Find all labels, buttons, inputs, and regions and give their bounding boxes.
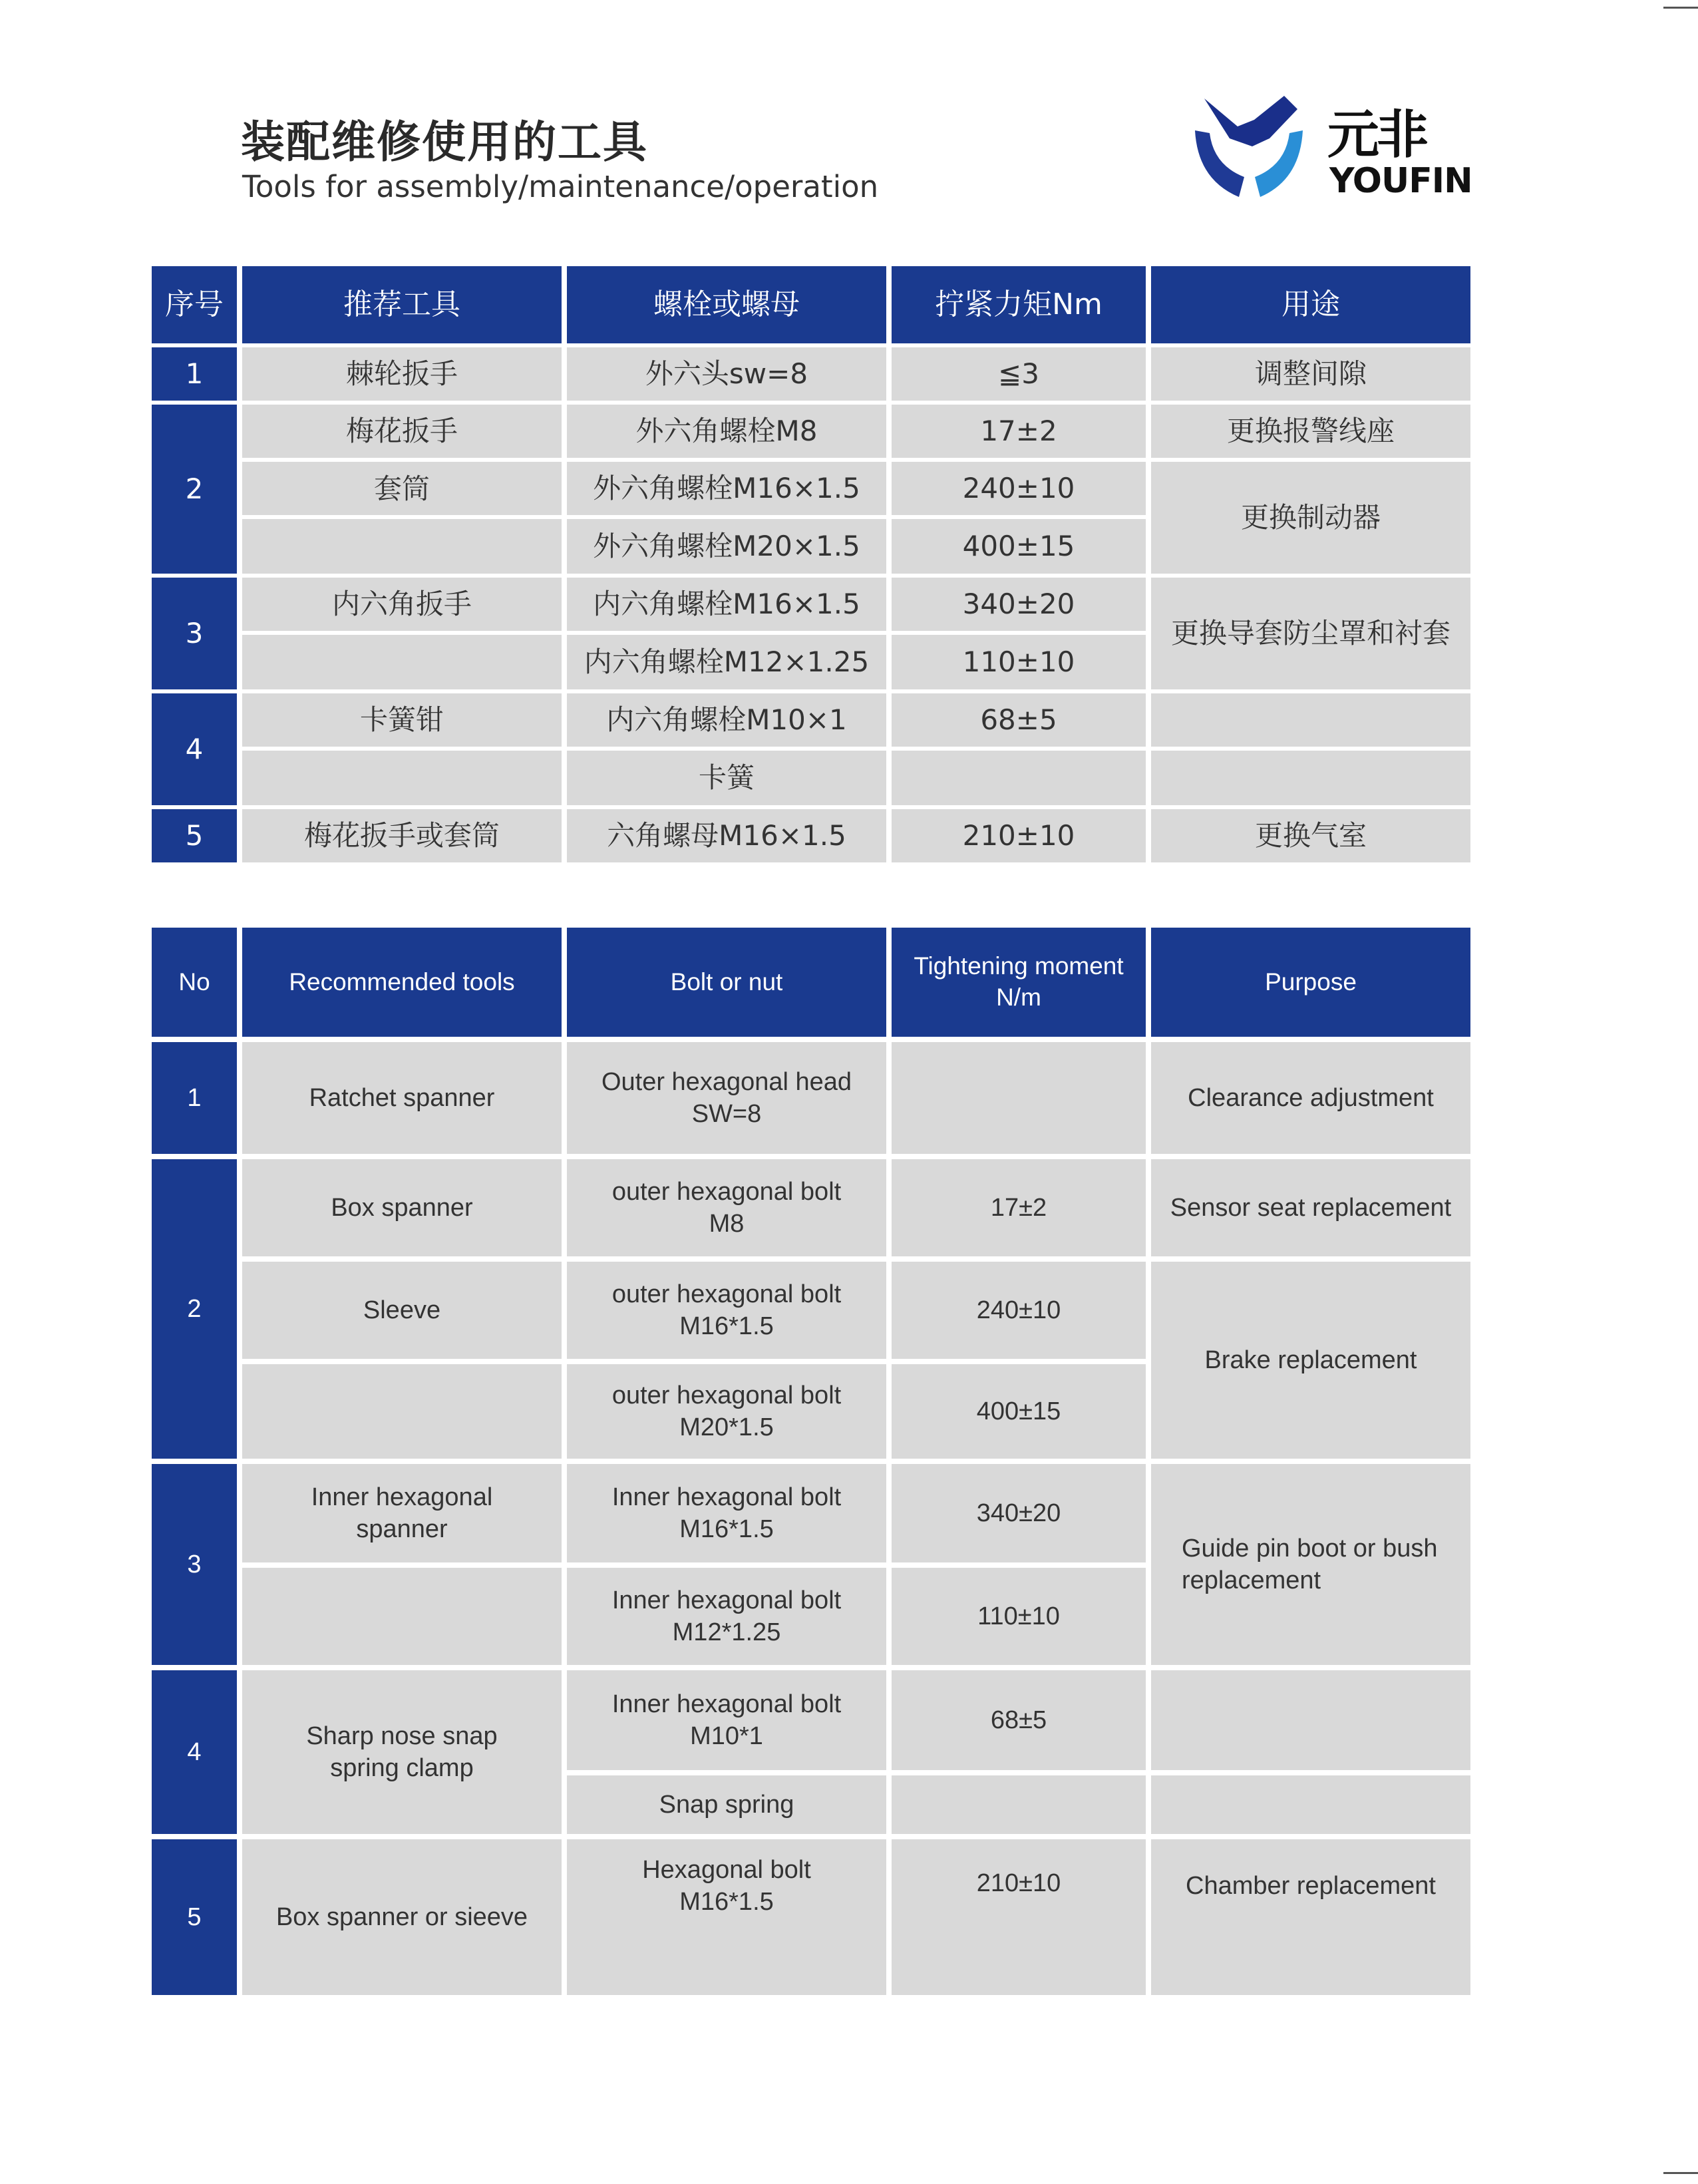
header-cell: No [152,928,237,1037]
tool-cell: 棘轮扳手 [242,347,562,401]
purpose-cell [1151,1670,1470,1770]
torque-cell: 210±10 [892,809,1146,862]
purpose-cell: Guide pin boot or bush replacement [1151,1464,1470,1665]
torque-cell [892,1042,1146,1154]
tool-cell: 梅花扳手或套筒 [242,809,562,862]
bolt-cell: 内六角螺栓M10×1 [567,693,886,747]
bolt-cell: Snap spring [567,1775,886,1834]
bolt-cell: outer hexagonal bolt M20*1.5 [567,1364,886,1459]
tool-cell: Box spanner or sieeve [242,1839,562,1995]
bolt-cell: 外六角螺栓M16×1.5 [567,462,886,515]
header-cell: Recommended tools [242,928,562,1037]
page-edge-mark [1663,2172,1698,2174]
bolt-cell: 外六角螺栓M8 [567,405,886,458]
page-title-cn: 装配维修使用的工具 [241,116,648,168]
torque-cell [892,1775,1146,1834]
row-number: 5 [152,809,237,862]
torque-cell [892,751,1146,805]
bolt-cell: outer hexagonal bolt M16*1.5 [567,1262,886,1359]
row-number: 2 [152,1159,237,1459]
torque-cell: 68±5 [892,693,1146,747]
torque-cell: 400±15 [892,1364,1146,1459]
torque-cell: 110±10 [892,635,1146,689]
torque-cell: 340±20 [892,1464,1146,1562]
bolt-cell: Inner hexagonal bolt M10*1 [567,1670,886,1770]
row-number: 5 [152,1839,237,1995]
header-cell: Purpose [1151,928,1470,1037]
youfin-logo-mark-icon [1191,92,1311,205]
tool-cell: 套筒 [242,462,562,515]
tool-cell: Sharp nose snap spring clamp [242,1670,562,1834]
purpose-cell [1151,1775,1470,1834]
header-cell: 推荐工具 [242,266,562,343]
tool-cell: Ratchet spanner [242,1042,562,1154]
header-cell: 拧紧力矩Nm [892,266,1146,343]
tool-cell: 内六角扳手 [242,578,562,631]
torque-cell: ≦3 [892,347,1146,401]
bolt-cell: 内六角螺栓M16×1.5 [567,578,886,631]
logo-text-cn: 元非 [1327,105,1427,165]
purpose-cell: Sensor seat replacement [1151,1159,1470,1256]
bolt-cell: 外六角螺栓M20×1.5 [567,519,886,574]
torque-cell: 68±5 [892,1670,1146,1770]
header-cell: 用途 [1151,266,1470,343]
bolt-cell: 六角螺母M16×1.5 [567,809,886,862]
purpose-cell [1151,693,1470,747]
bolt-cell: 卡簧 [567,751,886,805]
tool-cell: 梅花扳手 [242,405,562,458]
torque-cell: 240±10 [892,1262,1146,1359]
tool-cell: Sleeve [242,1262,562,1359]
page-edge-mark [1663,7,1698,9]
purpose-cell: Chamber replacement [1151,1839,1470,1995]
bolt-cell: Outer hexagonal head SW=8 [567,1042,886,1154]
header-cell: Bolt or nut [567,928,886,1037]
purpose-cell: 更换气室 [1151,809,1470,862]
page-title-en: Tools for assembly/maintenance/operation [242,169,879,204]
purpose-cell: 更换制动器 [1151,462,1470,574]
purpose-cell: 更换导套防尘罩和衬套 [1151,578,1470,689]
tool-cell [242,1364,562,1459]
purpose-cell [1151,751,1470,805]
row-number: 4 [152,693,237,805]
row-number: 4 [152,1670,237,1834]
header-cell: 螺栓或螺母 [567,266,886,343]
tool-cell [242,1568,562,1665]
row-number: 1 [152,1042,237,1154]
bolt-cell: Inner hexagonal bolt M12*1.25 [567,1568,886,1665]
purpose-cell: Clearance adjustment [1151,1042,1470,1154]
tool-cell: Box spanner [242,1159,562,1256]
row-number: 3 [152,1464,237,1665]
tool-cell: Inner hexagonal spanner [242,1464,562,1562]
torque-cell: 240±10 [892,462,1146,515]
torque-cell: 17±2 [892,1159,1146,1256]
torque-cell: 400±15 [892,519,1146,574]
tool-cell [242,635,562,689]
bolt-cell: Inner hexagonal bolt M16*1.5 [567,1464,886,1562]
bolt-cell: 内六角螺栓M12×1.25 [567,635,886,689]
row-number: 2 [152,405,237,574]
tool-cell [242,751,562,805]
row-number: 3 [152,578,237,689]
torque-cell: 340±20 [892,578,1146,631]
torque-cell: 110±10 [892,1568,1146,1665]
bolt-cell: Hexagonal bolt M16*1.5 [567,1839,886,1995]
purpose-cell: 调整间隙 [1151,347,1470,401]
torque-cell: 17±2 [892,405,1146,458]
tool-cell [242,519,562,574]
youfin-logo [1191,92,1470,205]
purpose-cell: 更换报警线座 [1151,405,1470,458]
bolt-cell: 外六头sw=8 [567,347,886,401]
purpose-cell: Brake replacement [1151,1262,1470,1459]
header-cell: Tightening moment N/m [892,928,1146,1037]
bolt-cell: outer hexagonal bolt M8 [567,1159,886,1256]
torque-cell: 210±10 [892,1839,1146,1995]
header-cell: 序号 [152,266,237,343]
tool-cell: 卡簧钳 [242,693,562,747]
row-number: 1 [152,347,237,401]
logo-text-en: YOUFIN [1329,161,1472,201]
